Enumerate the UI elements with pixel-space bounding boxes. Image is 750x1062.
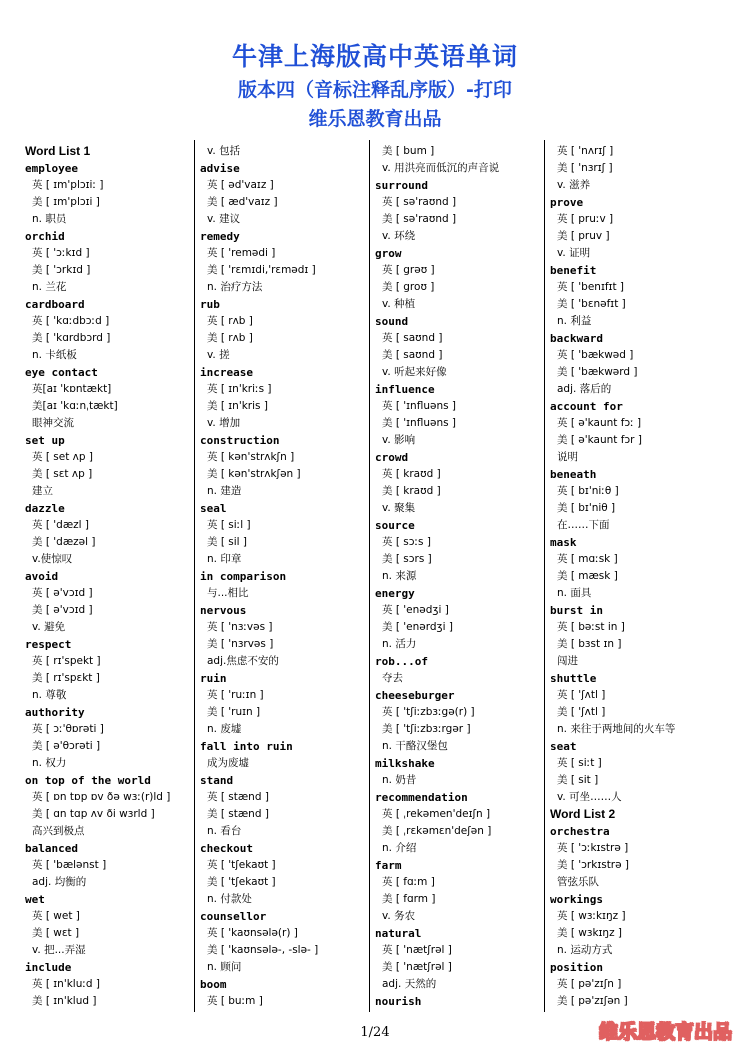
definition: n. 运动方式 bbox=[557, 944, 613, 956]
word-headword: ruin bbox=[200, 672, 227, 685]
definition: n. 权力 bbox=[32, 757, 67, 769]
word-headword: mask bbox=[550, 536, 577, 549]
word-headword: seat bbox=[550, 740, 577, 753]
definition: n. 面具 bbox=[557, 587, 592, 599]
definition: v. 可坐……人 bbox=[557, 791, 622, 803]
definition: v. 聚集 bbox=[382, 502, 416, 514]
word-headword: seal bbox=[200, 502, 227, 515]
word-headword: energy bbox=[375, 587, 415, 600]
us-phonetic: 美 [ mæsk ] bbox=[557, 570, 618, 582]
column-divider bbox=[194, 140, 195, 1012]
uk-phonetic: 英 [ kraʊd ] bbox=[382, 468, 441, 480]
uk-phonetic: 英 [ 'enədʒi ] bbox=[382, 604, 449, 616]
uk-phonetic: 英 [ rʌb ] bbox=[207, 315, 253, 327]
word-headword: nervous bbox=[200, 604, 247, 617]
definition: n. 职员 bbox=[32, 213, 67, 225]
us-phonetic: 美 [ sil ] bbox=[207, 536, 248, 548]
word-headword: cardboard bbox=[25, 298, 85, 311]
us-phonetic: 美 [ bɪ'niθ ] bbox=[557, 502, 616, 514]
us-phonetic: 美 [ sɔrs ] bbox=[382, 553, 432, 565]
word-column-4 bbox=[550, 143, 718, 1010]
us-phonetic: 美 [ stænd ] bbox=[207, 808, 269, 820]
word-headword: checkout bbox=[200, 842, 253, 855]
word-headword: burst in bbox=[550, 604, 603, 617]
definition: v. 环绕 bbox=[382, 230, 416, 242]
definition: v. 用洪亮而低沉的声音说 bbox=[382, 162, 500, 174]
word-headword: position bbox=[550, 961, 603, 974]
definition: v. 影响 bbox=[382, 434, 416, 446]
uk-phonetic: 英 [ pə'zɪʃn ] bbox=[557, 978, 622, 990]
definition: n. 付款处 bbox=[207, 893, 252, 905]
us-phonetic: 美 [ 'tʃekaʊt ] bbox=[207, 876, 276, 888]
uk-phonetic: 英 [ sə'raʊnd ] bbox=[382, 196, 457, 208]
us-phonetic: 美 [ ɪn'klud ] bbox=[32, 995, 97, 1007]
uk-phonetic: 英 [ əd'vaɪz ] bbox=[207, 179, 274, 191]
page-subtitle: 版本四（音标注释乱序版）-打印 bbox=[238, 79, 512, 101]
uk-phonetic: 英 [ stænd ] bbox=[207, 791, 269, 803]
us-phonetic: 美 [ ɑn tɑp ʌv ði wɜrld ] bbox=[32, 808, 155, 820]
definition: v. 证明 bbox=[557, 247, 591, 259]
us-phonetic: 美 [ ɪn'kris ] bbox=[207, 400, 268, 412]
word-headword: backward bbox=[550, 332, 603, 345]
uk-phonetic: 英 [ 'tʃekaʊt ] bbox=[207, 859, 276, 871]
word-headword: eye contact bbox=[25, 366, 98, 379]
word-column-1 bbox=[25, 143, 193, 1010]
uk-phonetic: 英 [ kən'strʌkʃn ] bbox=[207, 451, 295, 463]
column-divider bbox=[369, 140, 370, 1012]
us-phonetic: 美 [ sit ] bbox=[557, 774, 599, 786]
us-phonetic: 美 [ 'ɪnfluəns ] bbox=[382, 417, 457, 429]
definition: n. 兰花 bbox=[32, 281, 67, 293]
us-phonetic: 美 [ æd'vaɪz ] bbox=[207, 196, 278, 208]
uk-phonetic: 英 [ ɪn'kriːs ] bbox=[207, 383, 272, 395]
uk-phonetic: 英 [ 'nʌrɪʃ ] bbox=[557, 145, 614, 157]
definition: n. 来往于两地间的火车等 bbox=[557, 723, 676, 735]
us-phonetic: 美 [ fɑrm ] bbox=[382, 893, 436, 905]
uk-phonetic: 英 [ ɒn tɒp ɒv ðə wɜː(r)ld ] bbox=[32, 791, 171, 803]
us-phonetic: 美 [ 'ɔrkɪstrə ] bbox=[557, 859, 630, 871]
definition: n. 印章 bbox=[207, 553, 242, 565]
column-divider bbox=[544, 140, 545, 1012]
uk-phonetic: 英 [ mɑːsk ] bbox=[557, 553, 618, 565]
definition: n. 尊敬 bbox=[32, 689, 67, 701]
uk-phonetic: 英 [ ˌrekəmen'deɪʃn ] bbox=[382, 808, 491, 820]
word-headword: in comparison bbox=[200, 570, 287, 583]
us-phonetic: 美 [ ə'kaunt fɔr ] bbox=[557, 434, 642, 446]
word-headword: avoid bbox=[25, 570, 59, 583]
watermark-logo: 维乐恩教育出品 bbox=[598, 1021, 732, 1043]
definition: v. 搓 bbox=[207, 349, 230, 361]
word-headword: remedy bbox=[200, 230, 240, 243]
word-headword: set up bbox=[25, 434, 65, 447]
definition: v. 听起来好像 bbox=[382, 366, 447, 378]
us-phonetic: 美 [ bɜst ɪn ] bbox=[557, 638, 622, 650]
word-headword: farm bbox=[375, 859, 402, 872]
uk-phonetic: 英 [ 'ruːɪn ] bbox=[207, 689, 264, 701]
us-phonetic: 美 [ bum ] bbox=[382, 145, 435, 157]
word-headword: employee bbox=[25, 162, 78, 175]
word-headword: include bbox=[25, 961, 72, 974]
word-headword: milkshake bbox=[375, 757, 435, 770]
definition: v. 务农 bbox=[382, 910, 416, 922]
uk-phonetic: 英 [ 'remədi ] bbox=[207, 247, 276, 259]
definition: 建立 bbox=[32, 485, 53, 497]
definition: n. 卡纸板 bbox=[32, 349, 77, 361]
word-headword: counsellor bbox=[200, 910, 267, 923]
definition: v. 滋养 bbox=[557, 179, 591, 191]
definition: v. 把...弄湿 bbox=[32, 944, 86, 956]
word-headword: stand bbox=[200, 774, 234, 787]
uk-phonetic: 英 [ 'tʃiːzbɜːgə(r) ] bbox=[382, 706, 475, 718]
definition: adj.焦虑不安的 bbox=[207, 655, 279, 667]
us-phonetic: 美 [ 'tʃiːzbɜːrgər ] bbox=[382, 723, 471, 735]
us-phonetic: 美 [ sɛt ʌp ] bbox=[32, 468, 93, 480]
uk-phonetic: 英 [ pruːv ] bbox=[557, 213, 614, 225]
uk-phonetic: 英 [ fɑːm ] bbox=[382, 876, 435, 888]
definition: 夺去 bbox=[382, 672, 403, 684]
word-list-heading: Word List 2 bbox=[550, 807, 616, 821]
word-headword: on top of the world bbox=[25, 774, 151, 787]
definition: 高兴到极点 bbox=[32, 825, 85, 837]
word-headword: respect bbox=[25, 638, 72, 651]
word-headword: sound bbox=[375, 315, 409, 328]
word-headword: natural bbox=[375, 927, 422, 940]
us-phonetic: 美 [ ˌrɛkəmɛn'deʃən ] bbox=[382, 825, 492, 837]
uk-phonetic: 英 [ set ʌp ] bbox=[32, 451, 93, 463]
uk-phonetic: 英 [ bəːst in ] bbox=[557, 621, 625, 633]
uk-phonetic: 英 [ siːt ] bbox=[557, 757, 602, 769]
us-phonetic: 美 [ 'dæzəl ] bbox=[32, 536, 96, 548]
definition: n. 干酪汉堡包 bbox=[382, 740, 448, 752]
word-headword: crowd bbox=[375, 451, 409, 464]
word-headword: prove bbox=[550, 196, 584, 209]
word-headword: authority bbox=[25, 706, 85, 719]
uk-phonetic: 英 [ 'nætʃrəl ] bbox=[382, 944, 452, 956]
definition: n. 建造 bbox=[207, 485, 242, 497]
uk-phonetic: 英 [ ɪn'kluːd ] bbox=[32, 978, 101, 990]
us-phonetic: 美 [ 'nɜrvəs ] bbox=[207, 638, 274, 650]
word-headword: rub bbox=[200, 298, 220, 311]
word-headword: source bbox=[375, 519, 415, 532]
us-phonetic: 美 [ rʌb ] bbox=[207, 332, 253, 344]
us-phonetic: 美 [ 'ruɪn ] bbox=[207, 706, 261, 718]
us-phonetic: 美 [ groʊ ] bbox=[382, 281, 435, 293]
uk-phonetic: 英 [ ɪm'plɔɪiː ] bbox=[32, 179, 104, 191]
uk-phonetic: 英 [ ə'vɔɪd ] bbox=[32, 587, 93, 599]
us-phonetic: 美 [ 'bɛnəfɪt ] bbox=[557, 298, 626, 310]
uk-phonetic: 英 [ 'bækwəd ] bbox=[557, 349, 634, 361]
us-phonetic: 美 [ 'ʃʌtl ] bbox=[557, 706, 606, 718]
uk-phonetic: 英 [ 'kaʊnsələ(r) ] bbox=[207, 927, 298, 939]
word-headword: fall into ruin bbox=[200, 740, 293, 753]
publisher-line: 维乐恩教育出品 bbox=[308, 108, 442, 130]
definition: v. 增加 bbox=[207, 417, 241, 429]
us-phonetic: 美[aɪ 'kɑːnˌtækt] bbox=[32, 400, 118, 412]
page-number: 1/24 bbox=[360, 1025, 390, 1040]
uk-phonetic: 英 [ grəʊ ] bbox=[382, 264, 435, 276]
us-phonetic: 美 [ 'ɔrkɪd ] bbox=[32, 264, 91, 276]
us-phonetic: 美 [ pə'zɪʃən ] bbox=[557, 995, 628, 1007]
us-phonetic: 美 [ 'nætʃrəl ] bbox=[382, 961, 452, 973]
uk-phonetic: 英 [ 'ɔːkɪd ] bbox=[32, 247, 90, 259]
word-list-heading: Word List 1 bbox=[25, 144, 91, 158]
definition: n. 利益 bbox=[557, 315, 592, 327]
uk-phonetic: 英 [ ə'kaunt fɔː ] bbox=[557, 417, 642, 429]
word-headword: nourish bbox=[375, 995, 422, 1008]
definition: adj. 天然的 bbox=[382, 978, 437, 990]
definition: v.使惊叹 bbox=[32, 553, 73, 565]
word-headword: rob...of bbox=[375, 655, 428, 668]
definition: n. 来源 bbox=[382, 570, 417, 582]
word-headword: influence bbox=[375, 383, 435, 396]
definition: 与...相比 bbox=[207, 587, 249, 599]
uk-phonetic: 英 [ wet ] bbox=[32, 910, 80, 922]
us-phonetic: 美 [ ə'vɔɪd ] bbox=[32, 604, 93, 616]
us-phonetic: 美 [ 'rɛmɪdi,'rɛmədɪ ] bbox=[207, 264, 316, 276]
word-headword: increase bbox=[200, 366, 253, 379]
uk-phonetic: 英 [ wɜːkɪŋz ] bbox=[557, 910, 626, 922]
word-headword: cheeseburger bbox=[375, 689, 455, 702]
word-headword: balanced bbox=[25, 842, 78, 855]
page-title: 牛津上海版高中英语单词 bbox=[231, 42, 518, 71]
us-phonetic: 美 [ wɜkɪŋz ] bbox=[557, 927, 623, 939]
uk-phonetic: 英 [ sɔːs ] bbox=[382, 536, 431, 548]
us-phonetic: 美 [ wɛt ] bbox=[32, 927, 80, 939]
us-phonetic: 美 [ 'kɑrdbɔrd ] bbox=[32, 332, 111, 344]
definition: v. 种植 bbox=[382, 298, 416, 310]
uk-phonetic: 英 [ siːl ] bbox=[207, 519, 251, 531]
word-headword: advise bbox=[200, 162, 240, 175]
uk-phonetic: 英 [ 'ɔːkɪstrə ] bbox=[557, 842, 629, 854]
uk-phonetic: 英 [ 'benɪfɪt ] bbox=[557, 281, 624, 293]
word-headword: surround bbox=[375, 179, 428, 192]
definition: 在……下面 bbox=[557, 519, 610, 531]
word-headword: orchid bbox=[25, 230, 65, 243]
word-headword: wet bbox=[25, 893, 45, 906]
uk-phonetic: 英[aɪ 'kɒntækt] bbox=[32, 383, 112, 395]
us-phonetic: 美 [ sə'raʊnd ] bbox=[382, 213, 457, 225]
uk-phonetic: 英 [ saʊnd ] bbox=[382, 332, 443, 344]
word-headword: dazzle bbox=[25, 502, 65, 515]
uk-phonetic: 英 [ 'dæzl ] bbox=[32, 519, 89, 531]
definition: 管弦乐队 bbox=[557, 876, 599, 888]
uk-phonetic: 英 [ 'kɑːdbɔːd ] bbox=[32, 315, 110, 327]
definition: 说明 bbox=[557, 451, 578, 463]
definition: 闯进 bbox=[557, 655, 578, 667]
uk-phonetic: 英 [ 'ʃʌtl ] bbox=[557, 689, 606, 701]
definition: n. 奶昔 bbox=[382, 774, 417, 786]
uk-phonetic: 英 [ bɪ'niːθ ] bbox=[557, 485, 619, 497]
us-phonetic: 美 [ ə'θɔrəti ] bbox=[32, 740, 101, 752]
word-headword: construction bbox=[200, 434, 280, 447]
word-headword: grow bbox=[375, 247, 402, 260]
definition: n. 活力 bbox=[382, 638, 417, 650]
us-phonetic: 美 [ 'enərdʒi ] bbox=[382, 621, 453, 633]
uk-phonetic: 英 [ 'bælənst ] bbox=[32, 859, 107, 871]
definition: v. 避免 bbox=[32, 621, 66, 633]
definition: n. 顾问 bbox=[207, 961, 242, 973]
definition: 眼神交流 bbox=[32, 417, 74, 429]
us-phonetic: 美 [ kən'strʌkʃən ] bbox=[207, 468, 301, 480]
us-phonetic: 美 [ 'nɜrɪʃ ] bbox=[557, 162, 613, 174]
word-column-3 bbox=[375, 143, 543, 1010]
us-phonetic: 美 [ rɪ'spɛkt ] bbox=[32, 672, 100, 684]
us-phonetic: 美 [ 'bækwərd ] bbox=[557, 366, 638, 378]
word-headword: shuttle bbox=[550, 672, 597, 685]
us-phonetic: 美 [ pruv ] bbox=[557, 230, 610, 242]
uk-phonetic: 英 [ 'nɜːvəs ] bbox=[207, 621, 273, 633]
us-phonetic: 美 [ 'kaʊnsələ-, -slə- ] bbox=[207, 944, 319, 956]
uk-phonetic: 英 [ ɔː'θɒrəti ] bbox=[32, 723, 104, 735]
word-headword: orchestra bbox=[550, 825, 610, 838]
us-phonetic: 美 [ ɪm'plɔɪi ] bbox=[32, 196, 100, 208]
word-headword: boom bbox=[200, 978, 227, 991]
definition: n. 介绍 bbox=[382, 842, 417, 854]
uk-phonetic: 英 [ 'ɪnfluəns ] bbox=[382, 400, 457, 412]
word-headword: recommendation bbox=[375, 791, 468, 804]
word-column-2 bbox=[200, 143, 368, 1010]
uk-phonetic: 英 [ rɪ'spekt ] bbox=[32, 655, 101, 667]
word-headword: workings bbox=[550, 893, 603, 906]
definition: adj. 落后的 bbox=[557, 383, 612, 395]
definition: v. 包括 bbox=[207, 145, 241, 157]
us-phonetic: 美 [ kraʊd ] bbox=[382, 485, 441, 497]
definition: adj. 均衡的 bbox=[32, 876, 87, 888]
word-headword: benefit bbox=[550, 264, 597, 277]
definition: n. 废墟 bbox=[207, 723, 242, 735]
word-headword: account for bbox=[550, 400, 623, 413]
us-phonetic: 美 [ saʊnd ] bbox=[382, 349, 443, 361]
uk-phonetic: 英 [ buːm ] bbox=[207, 995, 263, 1007]
definition: 成为废墟 bbox=[207, 757, 249, 769]
definition: v. 建议 bbox=[207, 213, 241, 225]
definition: n. 治疗方法 bbox=[207, 281, 263, 293]
definition: n. 看台 bbox=[207, 825, 242, 837]
word-headword: beneath bbox=[550, 468, 597, 481]
